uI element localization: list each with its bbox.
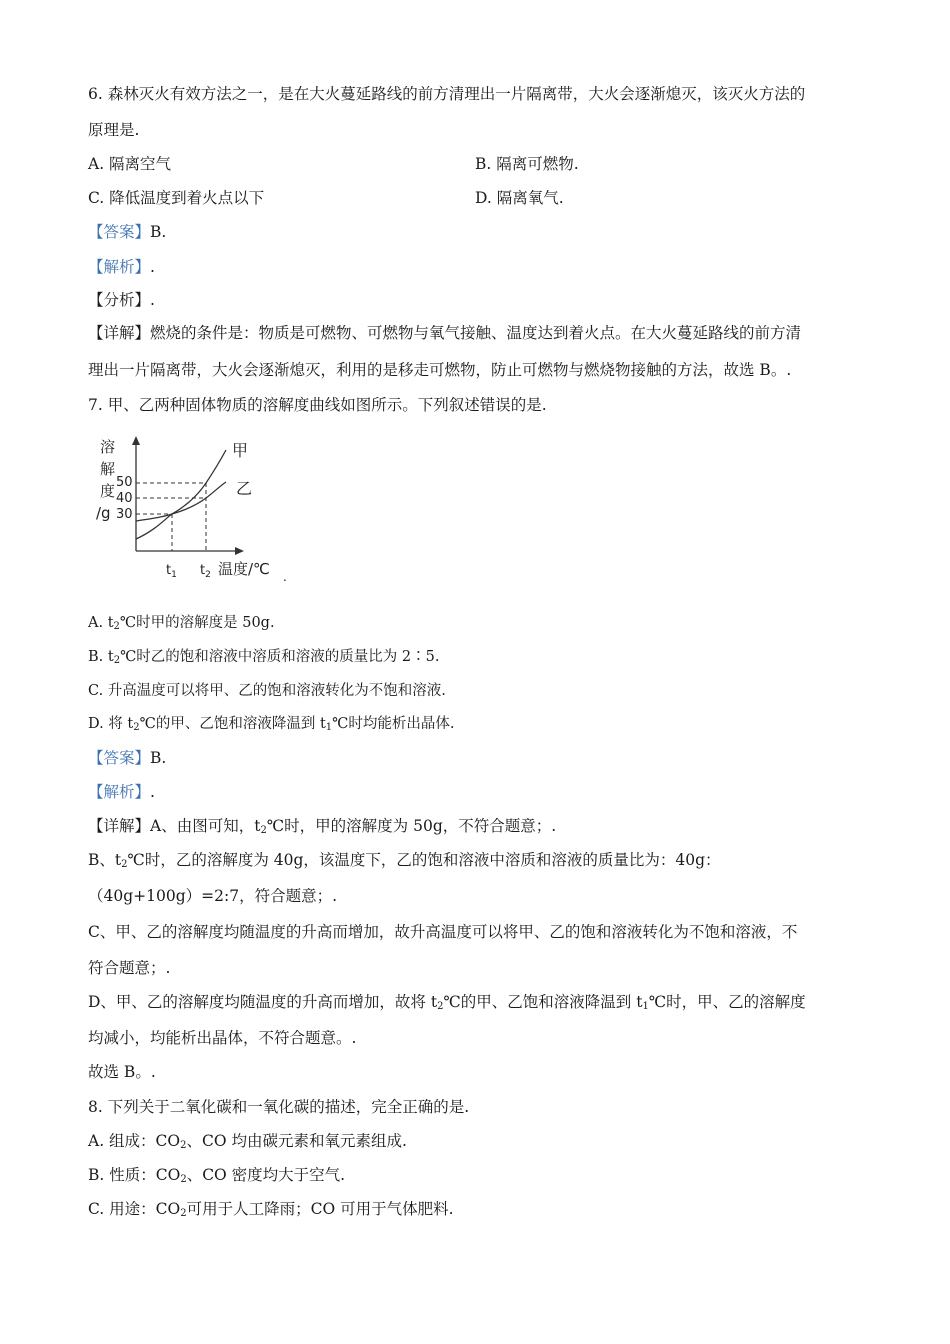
q6-stem-line2: 原理是. (88, 121, 140, 139)
y-axis-arrow (132, 436, 140, 445)
y-label-char: 解 (100, 460, 116, 478)
q7-detail-b1: B、$t_2℃$时，乙的溶解度为 40g，该温度下，乙的饱和溶液中溶质和溶液的质量比为：40g： (88, 851, 721, 870)
y-tick-label: 50 (116, 475, 133, 490)
detail-text: 燃烧的条件是：物质是可燃物、可燃物与氧气接触、温度达到着火点。在大火蔓延路线的前方清 (150, 324, 802, 342)
q6-fenxi (88, 288, 155, 310)
y-label-char: 度 (100, 482, 116, 500)
analysis-value: . (150, 258, 155, 276)
q6-option-b: B. 隔离可燃物. (475, 155, 579, 173)
q6-stem-line1: 6. 森林灭火有效方法之一，是在大火蔓延路线的前方清理出一片隔离带，大火会逐渐熄灭，该灭火方法的 (88, 85, 806, 103)
q7-option-d: D. 将 $t_2℃$的甲、乙饱和溶液降温到 $t_1℃$时均能析出晶体. (88, 716, 455, 733)
analysis-tag: 【解析】 (88, 258, 151, 276)
analysis-tag: 【解析】 (88, 783, 151, 801)
q6-option-a: A. 隔离空气 (88, 155, 172, 173)
x-tick-t2: $t_2$ (200, 563, 211, 580)
answer-value: B. (150, 749, 167, 767)
answer-tag: 【答案】 (88, 223, 151, 241)
q7-detail-d2: 均减小，均能析出晶体，不符合题意。. (88, 1029, 357, 1047)
series-label-jia: 甲 (232, 441, 249, 460)
q7-detail-b2: （40g+100g）=2:7，符合题意；. (88, 887, 337, 905)
q7-detail-a: 【详解】A、由图可知，$t_2℃$时，甲的溶解度为 50g，不符合题意；. (88, 817, 557, 836)
detail-tag: 【详解】 (88, 817, 151, 835)
q8-option-b: B. 性质：$CO_2$、CO 密度均大于空气. (88, 1166, 346, 1185)
y-tick-label: 30 (116, 507, 133, 522)
solubility-curve-figure (86, 428, 296, 588)
q7-option-a: A. $t_2℃$时甲的溶解度是 50g. (88, 615, 275, 632)
answer-value: B. (150, 223, 167, 241)
q6-detail-line2: 理出一片隔离带，大火会逐渐熄灭，利用的是移走可燃物，防止可燃物与燃烧物接触的方法，故选 B。. (88, 361, 792, 379)
figure-trailing-mark: . (283, 570, 287, 584)
q7-conclusion: 故选 B。. (88, 1063, 156, 1081)
q6-option-d: D. 隔离氧气. (475, 189, 564, 207)
q7-option-b: B. $t_2℃$时乙的饱和溶液中溶质和溶液的质量比为 2∶5. (88, 649, 440, 666)
x-axis-label: 温度/℃ (218, 560, 270, 578)
q6-analysis (88, 255, 155, 277)
curve-jia (136, 450, 226, 539)
q7-detail-d1: D、甲、乙的溶解度均随温度的升高而增加，故将 $t_2℃$的甲、乙饱和溶液降温到 $t_1℃$时，甲、乙的溶解度 (88, 993, 806, 1012)
q7-detail-c2: 符合题意；. (88, 959, 171, 977)
detail-tag: 【详解】 (88, 324, 151, 342)
q6-answer (88, 220, 166, 242)
fenxi-value: . (150, 291, 155, 309)
q7-answer (88, 746, 166, 768)
q7-detail-c1: C、甲、乙的溶解度均随温度的升高而增加，故升高温度可以将甲、乙的饱和溶液转化为不饱和溶液，不 (88, 923, 798, 941)
x-axis-arrow (235, 547, 244, 555)
q8-option-a: A. 组成：$CO_2$、CO 均由碳元素和氧元素组成. (88, 1132, 407, 1151)
y-label-char: /g (96, 504, 111, 522)
answer-tag: 【答案】 (88, 749, 151, 767)
q6-detail-line1 (88, 321, 801, 343)
q8-option-c: C. 用途：$CO_2$可用于人工降雨；CO 可用于气体肥料. (88, 1200, 454, 1219)
y-tick-label: 40 (116, 491, 133, 506)
x-tick-t1: $t_1$ (166, 563, 177, 580)
analysis-value: . (150, 783, 155, 801)
fenxi-tag: 【分析】 (88, 291, 151, 309)
q7-stem: 7. 甲、乙两种固体物质的溶解度曲线如图所示。下列叙述错误的是. (88, 396, 547, 414)
y-label-char: 溶 (100, 438, 116, 456)
q6-option-c: C. 降低温度到着火点以下 (88, 189, 265, 207)
curve-yi (136, 482, 226, 521)
q7-analysis (88, 780, 155, 802)
q7-option-c: C. 升高温度可以将甲、乙的饱和溶液转化为不饱和溶液. (88, 683, 446, 699)
series-label-yi: 乙 (236, 479, 253, 498)
q8-stem: 8. 下列关于二氧化碳和一氧化碳的描述，完全正确的是. (88, 1098, 470, 1116)
